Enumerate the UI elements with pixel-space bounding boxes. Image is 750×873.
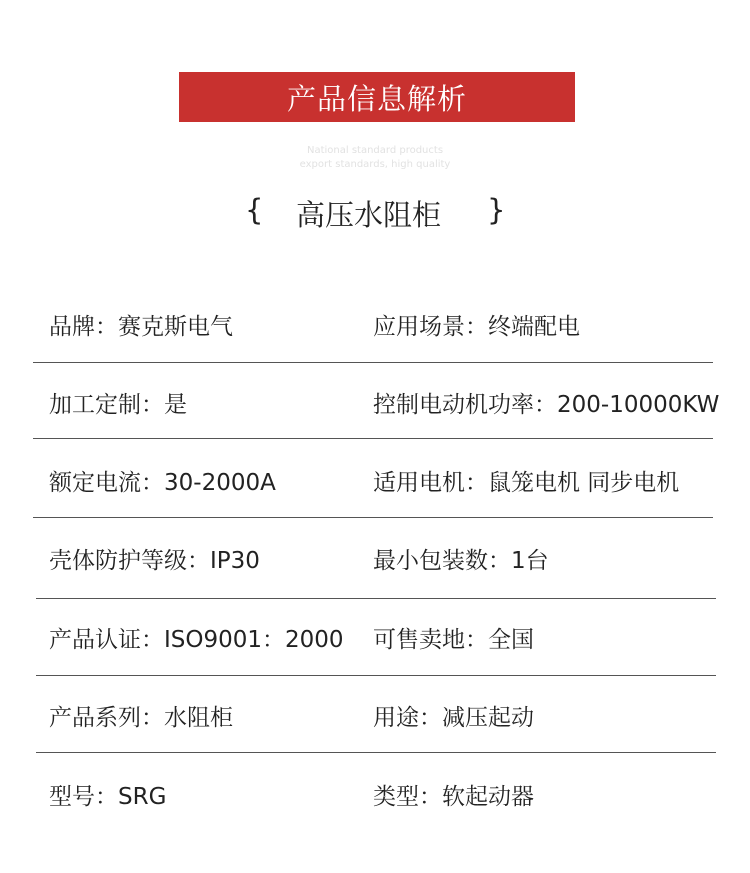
row-divider	[33, 517, 713, 518]
spec-left: 产品认证：ISO9001：2000	[49, 627, 344, 653]
spec-row	[0, 308, 750, 348]
spec-left: 额定电流：30-2000A	[49, 470, 276, 496]
section-banner	[179, 72, 575, 122]
spec-left: 品牌：赛克斯电气	[49, 314, 233, 340]
spec-left: 产品系列：水阻柜	[49, 705, 233, 731]
spec-row	[0, 778, 750, 818]
row-divider	[36, 752, 716, 753]
spec-left: 加工定制：是	[49, 392, 187, 418]
subtitle-line-2: export standards, high quality	[299, 159, 451, 170]
banner-title: 产品信息解析	[286, 81, 467, 116]
spec-row	[0, 386, 750, 426]
spec-row	[0, 542, 750, 582]
spec-row	[0, 699, 750, 739]
spec-right: 可售卖地：全国	[373, 627, 534, 653]
spec-right: 最小包装数：1台	[373, 548, 549, 574]
row-divider	[36, 675, 716, 676]
spec-right: 适用电机：鼠笼电机 同步电机	[373, 470, 680, 496]
spec-right: 用途：减压起动	[373, 705, 534, 731]
heading-left-bracket: {	[245, 193, 264, 227]
product-heading	[0, 193, 750, 237]
heading-title: 高压水阻柜	[296, 198, 442, 232]
spec-left: 型号：SRG	[49, 784, 167, 810]
spec-row	[0, 464, 750, 504]
spec-left: 壳体防护等级：IP30	[49, 548, 260, 574]
row-divider	[33, 362, 713, 363]
spec-right: 应用场景：终端配电	[373, 314, 580, 340]
spec-right: 类型：软起动器	[373, 784, 534, 810]
row-divider	[33, 438, 713, 439]
spec-row	[0, 621, 750, 661]
subtitle-line-1: National standard products	[306, 145, 444, 156]
heading-right-bracket: }	[487, 193, 506, 227]
spec-right: 控制电动机功率：200-10000KW	[373, 392, 720, 418]
row-divider	[36, 598, 716, 599]
